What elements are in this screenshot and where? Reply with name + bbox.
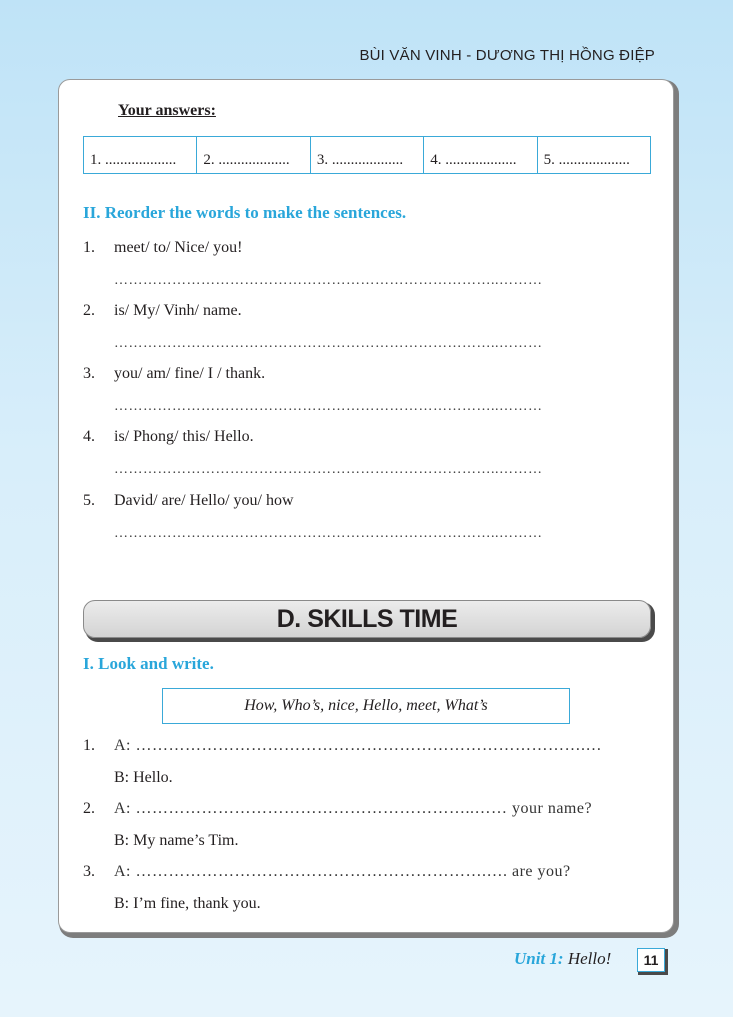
look-write-item-2-b: B: My name’s Tim. — [114, 832, 239, 849]
reorder-item-1-number: 1. — [83, 239, 95, 256]
reorder-item-4-answer-line[interactable]: ……………………………………………………………………..……… — [114, 462, 543, 477]
look-write-item-1-number: 1. — [83, 737, 95, 754]
answer-cell-2[interactable]: 2. ................... — [197, 137, 310, 173]
skills-time-title: D. SKILLS TIME — [276, 604, 458, 633]
look-write-item-2-number: 2. — [83, 800, 95, 817]
footer-unit-name: Hello! — [563, 949, 612, 968]
your-answers-label: Your answers: — [118, 102, 216, 119]
look-write-item-3-a[interactable]: A: ……………………………………………………….…. are you? — [114, 863, 571, 880]
answer-cell-3[interactable]: 3. ................... — [311, 137, 424, 173]
look-write-item-3-b: B: I’m fine, thank you. — [114, 895, 261, 912]
reorder-item-1-answer-line[interactable]: ……………………………………………………………………..……… — [114, 273, 543, 288]
reorder-section-title: II. Reorder the words to make the sentences. — [83, 203, 407, 222]
reorder-item-2-number: 2. — [83, 302, 95, 319]
look-write-item-1-a[interactable]: A: ……………………………………………………………………….… — [114, 737, 602, 754]
reorder-item-3-answer-line[interactable]: ……………………………………………………………………..……… — [114, 399, 543, 414]
look-write-item-1-b: B: Hello. — [114, 769, 173, 786]
page-number: 11 — [637, 948, 665, 972]
worksheet-card — [58, 79, 674, 933]
reorder-item-3-number: 3. — [83, 365, 95, 382]
reorder-item-5-text: David/ are/ Hello/ you/ how — [114, 492, 294, 509]
reorder-item-4-text: is/ Phong/ this/ Hello. — [114, 428, 254, 445]
reorder-item-5-number: 5. — [83, 492, 95, 509]
answer-cell-5[interactable]: 5. ................... — [543, 152, 630, 168]
look-write-item-2-a[interactable]: A: ……………………………………………………..…… your name? — [114, 800, 593, 817]
word-box: How, Who’s, nice, Hello, meet, What’s — [162, 688, 570, 724]
header-authors: BÙI VĂN VINH - DƯƠNG THỊ HỒNG ĐIỆP — [359, 47, 655, 64]
look-write-title: I. Look and write. — [83, 654, 214, 673]
reorder-item-2-answer-line[interactable]: ……………………………………………………………………..……… — [114, 336, 543, 351]
footer-unit-title — [514, 949, 611, 969]
answer-cell-1[interactable]: 1. ................... — [84, 137, 197, 173]
reorder-item-2-text: is/ My/ Vinh/ name. — [114, 302, 242, 319]
answer-table — [83, 136, 651, 174]
reorder-item-1-text: meet/ to/ Nice/ you! — [114, 239, 243, 256]
footer-unit-label: Unit 1: — [514, 949, 564, 968]
reorder-item-3-text: you/ am/ fine/ I / thank. — [114, 365, 266, 382]
reorder-item-5-answer-line[interactable]: ……………………………………………………………………..……… — [114, 526, 543, 541]
look-write-item-3-number: 3. — [83, 863, 95, 880]
answer-cell-4[interactable]: 4. ................... — [424, 137, 537, 173]
skills-time-banner — [83, 600, 651, 638]
reorder-item-4-number: 4. — [83, 428, 95, 445]
